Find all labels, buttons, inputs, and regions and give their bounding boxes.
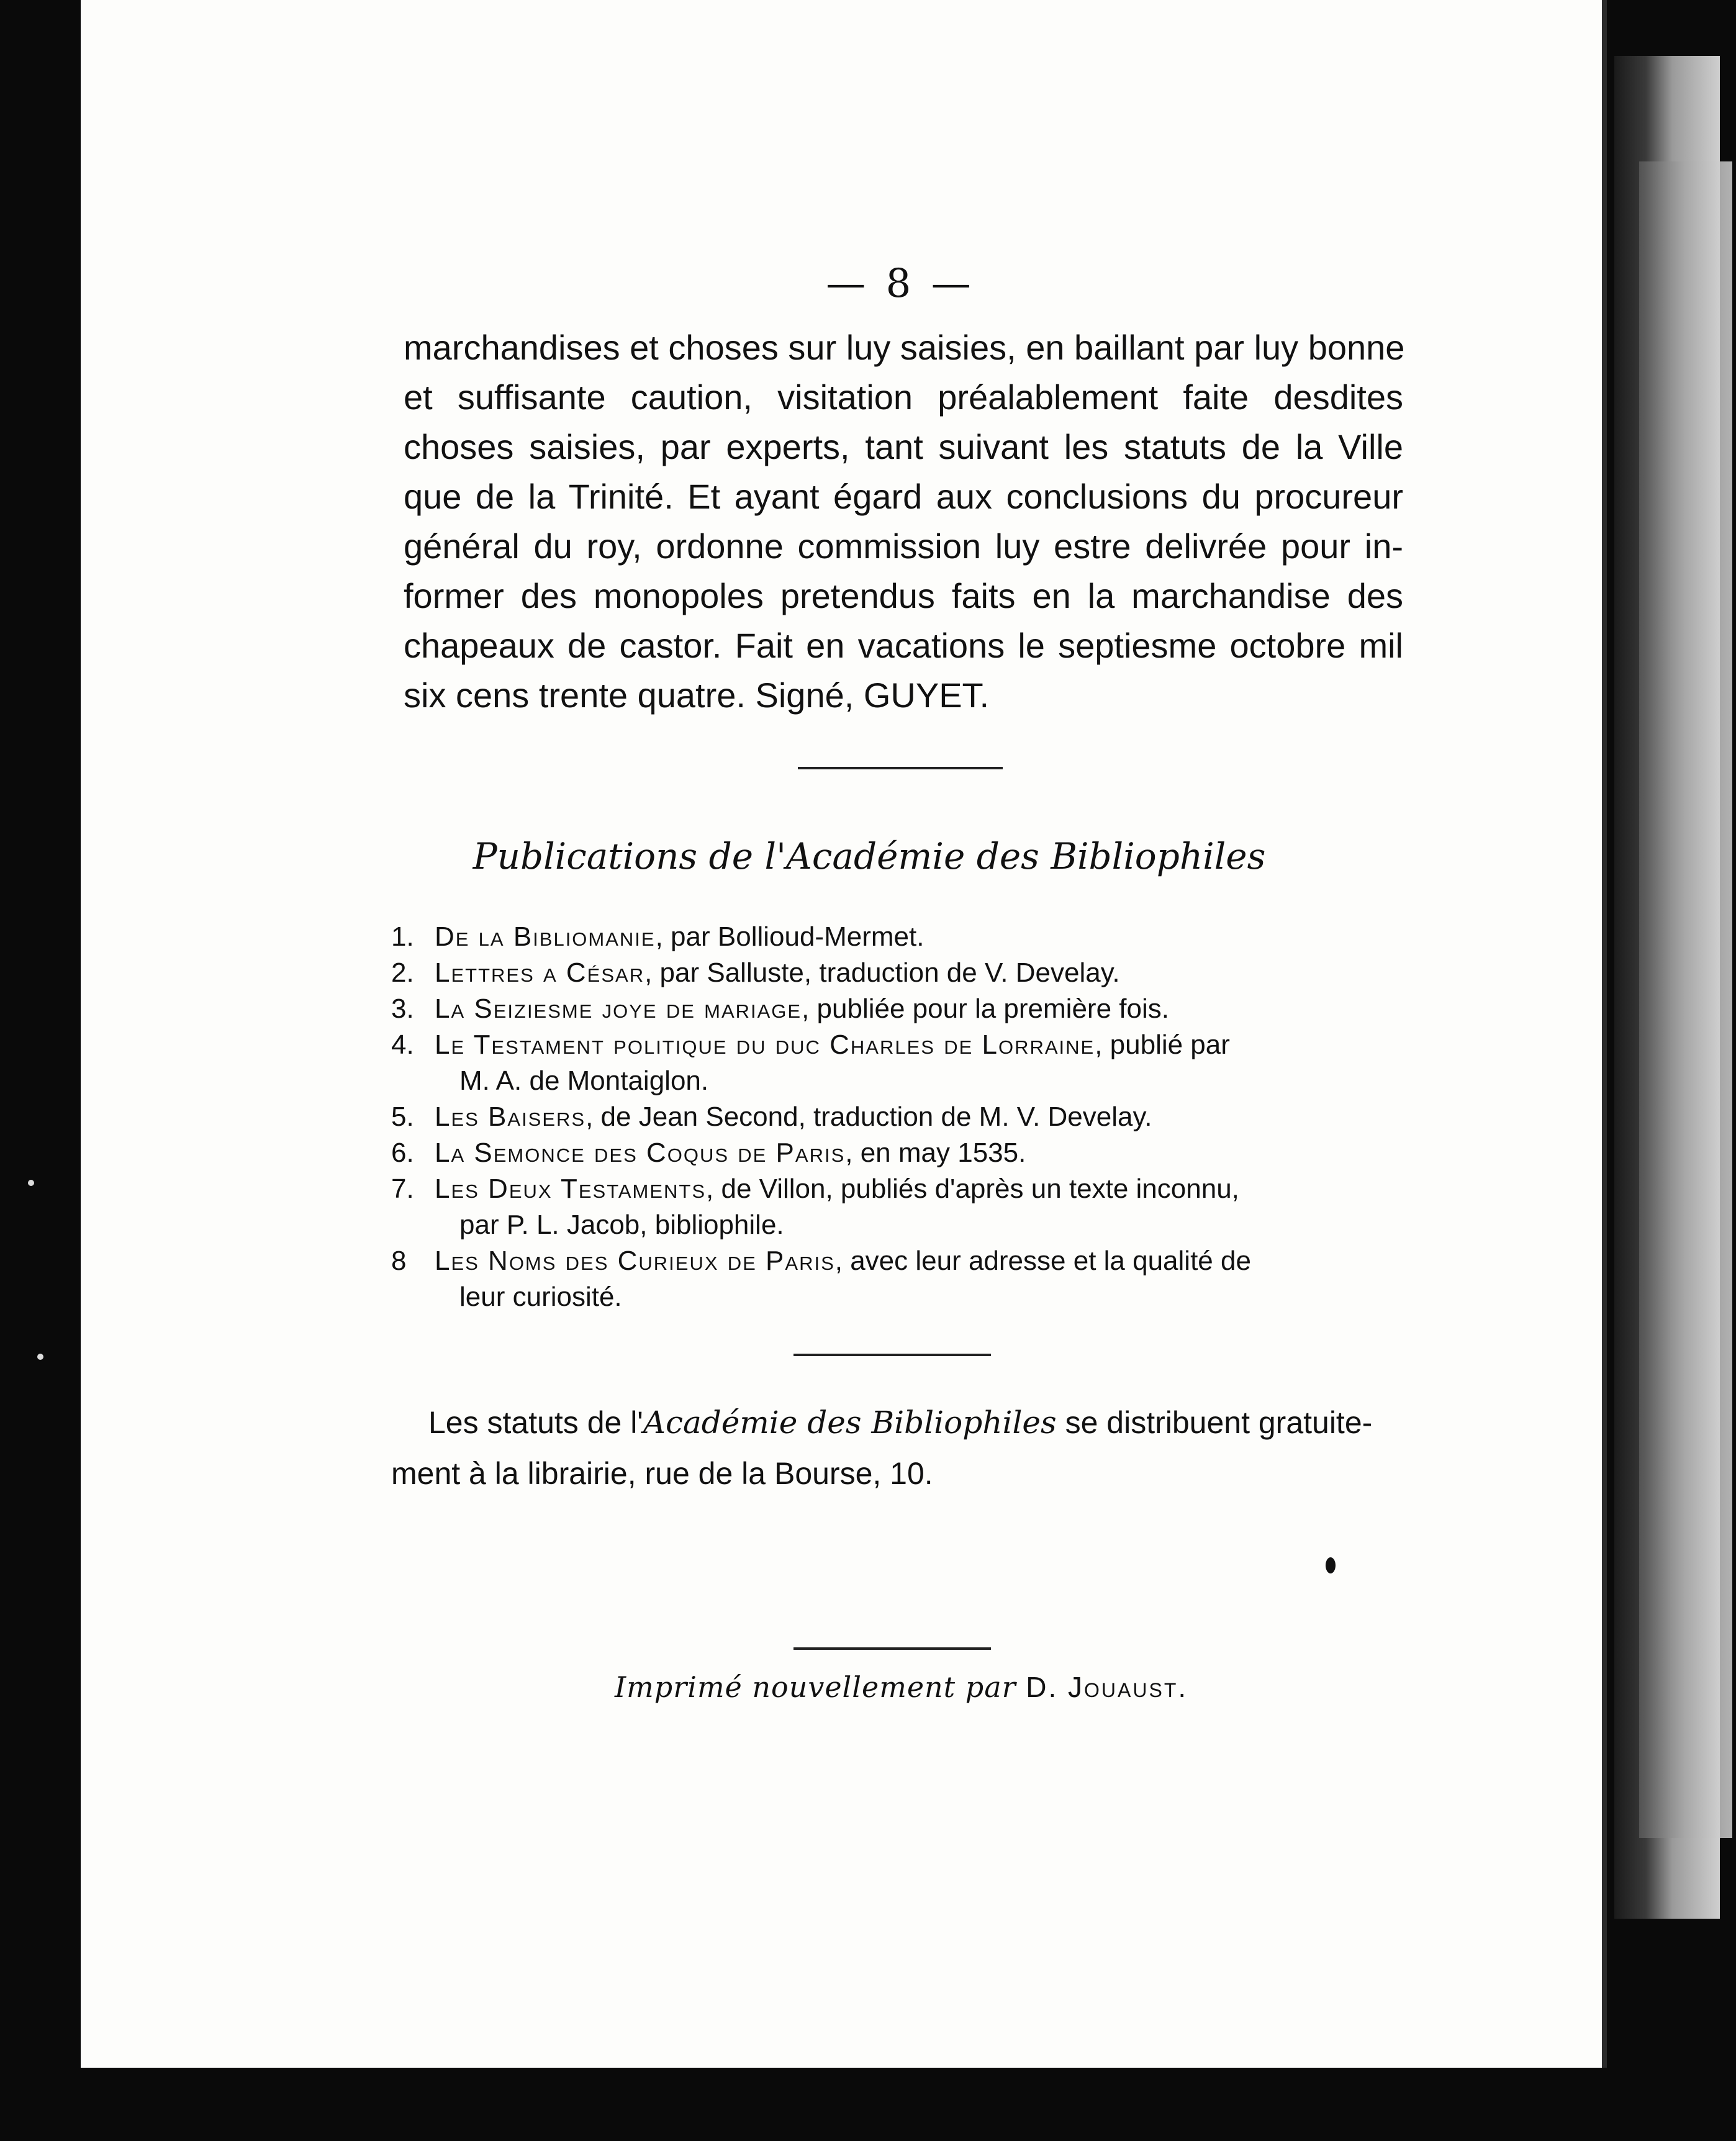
list-item: 1. De la Bibliomanie, par Bollioud-Mermet.	[391, 921, 925, 952]
list-item: 7. Les Deux Testaments, de Villon, publiés d'après un texte inconnu, par P. L. Jacob, bibliophile.	[391, 1174, 1239, 1240]
imprint: Imprimé nouvellement par D. Jouaust.	[615, 1670, 1188, 1704]
divider-rule	[793, 1354, 991, 1356]
list-item: 2. Lettres a César, par Salluste, traduction de V. Develay.	[391, 957, 1120, 988]
list-item: 3. La Seiziesme joye de mariage, publiée pour la première fois.	[391, 994, 1169, 1024]
publication-title: Les Baisers	[435, 1102, 586, 1132]
publication-title: La Semonce des Coqus de Paris	[435, 1138, 846, 1168]
body-paragraph	[404, 323, 1403, 720]
statuts-note: Les statuts de l'Académie des Bibliophiles se distribuent gratuite- ment à la librairie, rue de la Bourse, 10.	[391, 1405, 1373, 1491]
publication-title: Lettres a César	[435, 957, 645, 988]
body-line: général du roy, ordonne commission luy estre delivrée pour in-	[404, 527, 1403, 566]
publication-title: De la Bibliomanie	[435, 921, 656, 952]
ink-mark	[1326, 1557, 1336, 1573]
divider-rule	[798, 767, 1003, 769]
list-item: 4. Le Testament politique du duc Charles de Lorraine, publié par M. A. de Montaiglon.	[391, 1030, 1230, 1096]
publication-title: La Seiziesme joye de mariage	[435, 994, 802, 1024]
scan-speck	[28, 1180, 34, 1186]
body-line: choses saisies, par experts, tant suivant les statuts de la Ville	[404, 427, 1403, 466]
list-item: 8 Les Noms des Curieux de Paris, avec leur adresse et la qualité de leur curiosité.	[391, 1246, 1251, 1312]
publication-title: Le Testament politique du duc Charles de Lorraine	[435, 1030, 1095, 1060]
publications-heading: Publications de l'Académie des Bibliophiles	[472, 835, 1266, 877]
body-line: que de la Trinité. Et ayant égard aux conclusions du procureur	[404, 477, 1403, 516]
publication-title: Les Deux Testaments	[435, 1174, 707, 1204]
page-number: — 8 —	[826, 261, 975, 307]
list-item: 6. La Semonce des Coqus de Paris, en may 1535.	[391, 1138, 1026, 1168]
body-line: chapeaux de castor. Fait en vacations le septiesme octobre mil	[404, 626, 1403, 665]
scan-speck	[37, 1354, 43, 1360]
body-line: six cens trente quatre. Signé, GUYET.	[404, 676, 990, 715]
publication-title: Les Noms des Curieux de Paris	[435, 1246, 835, 1276]
body-line: former des monopoles pretendus faits en la marchandise des	[404, 576, 1403, 615]
list-item: 5. Les Baisers, de Jean Second, traduction de M. V. Develay.	[391, 1102, 1152, 1132]
binding-edge-shadow	[1639, 161, 1732, 1838]
divider-rule	[793, 1647, 991, 1650]
body-line: marchandises et choses sur luy saisies, en baillant par luy bonne	[404, 328, 1405, 367]
publications-list	[391, 919, 1397, 1315]
body-line: et suffisante caution, visitation préalablement faite desdites	[404, 378, 1403, 417]
